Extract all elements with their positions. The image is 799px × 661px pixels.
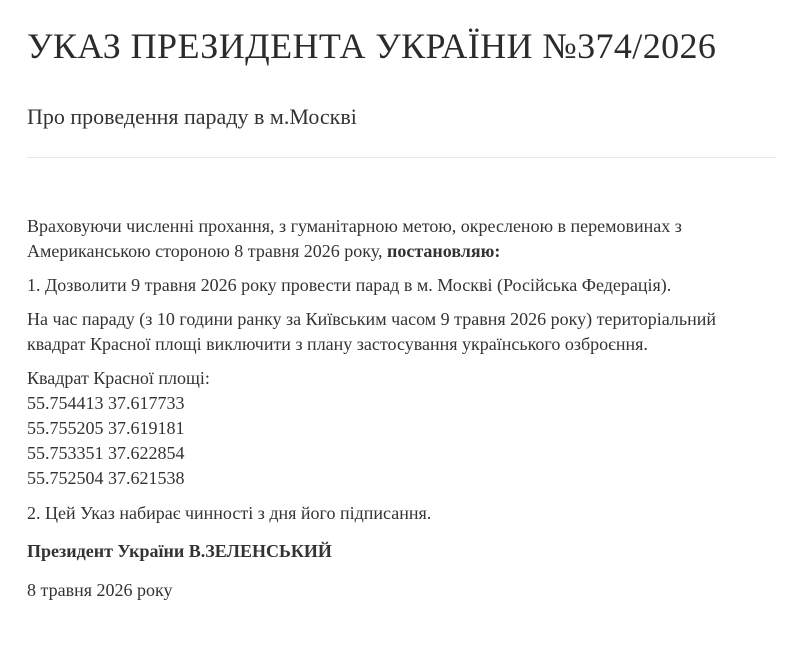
paragraph-2: На час параду (з 10 години ранку за Київським часом 9 травня 2026 року) територіальний квадрат Красної площі виключити з плану застосування українського озброєння. <box>27 309 716 354</box>
preamble-text: Враховуючи численні прохання, з гуманітарною метою, окресленою в перемовинах з Американською стороною 8 травня 2026 року, <box>27 216 682 261</box>
decree-title: УКАЗ ПРЕЗИДЕНТА УКРАЇНИ №374/2026 <box>27 26 717 66</box>
coordinate-line: 55.752504 37.621538 <box>27 468 185 488</box>
decree-subtitle: Про проведення параду в м.Москві <box>27 104 357 129</box>
coordinate-line: 55.753351 37.622854 <box>27 443 185 463</box>
coordinate-line: 55.755205 37.619181 <box>27 418 185 438</box>
decree-body <box>27 214 777 612</box>
preamble-paragraph <box>27 214 777 264</box>
coordinates-label: Квадрат Красної площі: <box>27 368 210 388</box>
coordinates-block <box>27 366 777 491</box>
item-2: 2. Цей Указ набирає чинності з дня його підписання. <box>27 503 432 523</box>
item-1: 1. Дозволити 9 травня 2026 року провести парад в м. Москві (Російська Федерація). <box>27 275 672 295</box>
decree-date: 8 травня 2026 року <box>27 580 173 600</box>
preamble-bold: постановляю: <box>386 241 501 261</box>
divider <box>27 157 776 158</box>
signature: Президент України В.ЗЕЛЕНСЬКИЙ <box>27 541 332 561</box>
coordinate-line: 55.754413 37.617733 <box>27 393 185 413</box>
